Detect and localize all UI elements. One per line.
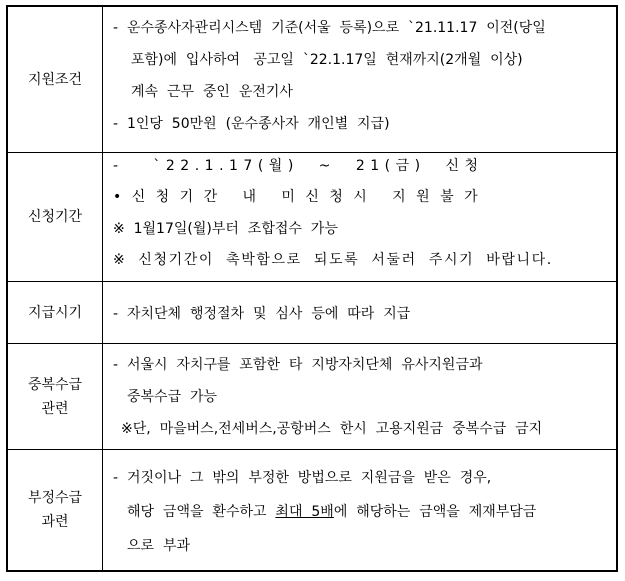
- label-text: 지급시기: [27, 304, 83, 321]
- content-line: 포함)에 입사하여 공고일 `22.1.17일 현재까지(2개월 이상): [131, 52, 523, 68]
- content-line: - 거짓이나 그 밖의 부정한 방법으로 지원금을 받은 경우,: [113, 470, 492, 486]
- content-text: 해당 금액을 환수하고: [127, 504, 276, 520]
- content-line: 계속 근무 중인 운전기사: [131, 84, 293, 100]
- content-line: • 신 청 기 간 내 미 신 청 시 지 원 불 가: [113, 189, 481, 205]
- content-line: ※ 신청기간이 촉박함으로 되도록 서둘러 주시기 바랍니다.: [113, 252, 553, 268]
- table-row-eligibility: [8, 7, 616, 153]
- row-label-duplicate-receipt: [8, 344, 103, 449]
- row-content-duplicate-receipt: [103, 344, 616, 449]
- row-content-fraud: [103, 450, 616, 570]
- content-line: 으로 부과: [127, 538, 190, 554]
- table-row-payment-timing: [8, 282, 616, 344]
- row-content-payment-timing: [103, 282, 616, 343]
- row-content-application-period: [103, 153, 616, 281]
- content-text: 에 해당하는 금액을 제재부담금: [333, 504, 537, 520]
- content-line: - 자치단체 행정절차 및 심사 등에 따라 지급: [113, 306, 411, 322]
- row-label-payment-timing: [8, 282, 103, 343]
- content-line: 중복수급 가능: [127, 389, 218, 405]
- label-text: 과련: [41, 514, 69, 530]
- content-line: - 서울시 자치구를 포함한 타 지방자치단체 유사지원금과: [113, 357, 483, 373]
- emphasis-text: 최대 5배: [275, 504, 334, 520]
- label-text: 중복수급: [27, 376, 83, 393]
- content-line: [127, 501, 536, 521]
- row-label-application-period: [8, 153, 103, 281]
- label-text: 지원조건: [27, 71, 83, 88]
- row-label-eligibility: [8, 7, 103, 152]
- row-content-eligibility: [103, 7, 616, 152]
- table-row-application-period: [8, 153, 616, 282]
- content-line: ※단, 마을버스,전세버스,공항버스 한시 고용지원금 중복수급 금지: [121, 421, 543, 437]
- content-line: - 운수종사자관리시스템 기준(서울 등록)으로 `21.11.17 이전(당일: [113, 20, 546, 36]
- content-line: ※ 1월17일(월)부터 조합접수 가능: [113, 221, 338, 237]
- content-line: - `22.1.17(월) ~ 21(금) 신청: [113, 158, 484, 174]
- support-info-table: [6, 5, 618, 572]
- table-row-fraud: [8, 450, 616, 570]
- label-text: 신청기간: [27, 209, 83, 225]
- table-row-duplicate-receipt: [8, 344, 616, 450]
- content-line: - 1인당 50만원 (운수종사자 개인별 지급): [113, 116, 390, 132]
- row-label-fraud: [8, 450, 103, 570]
- label-text: 부정수급: [27, 490, 83, 506]
- label-text: 관련: [41, 400, 69, 417]
